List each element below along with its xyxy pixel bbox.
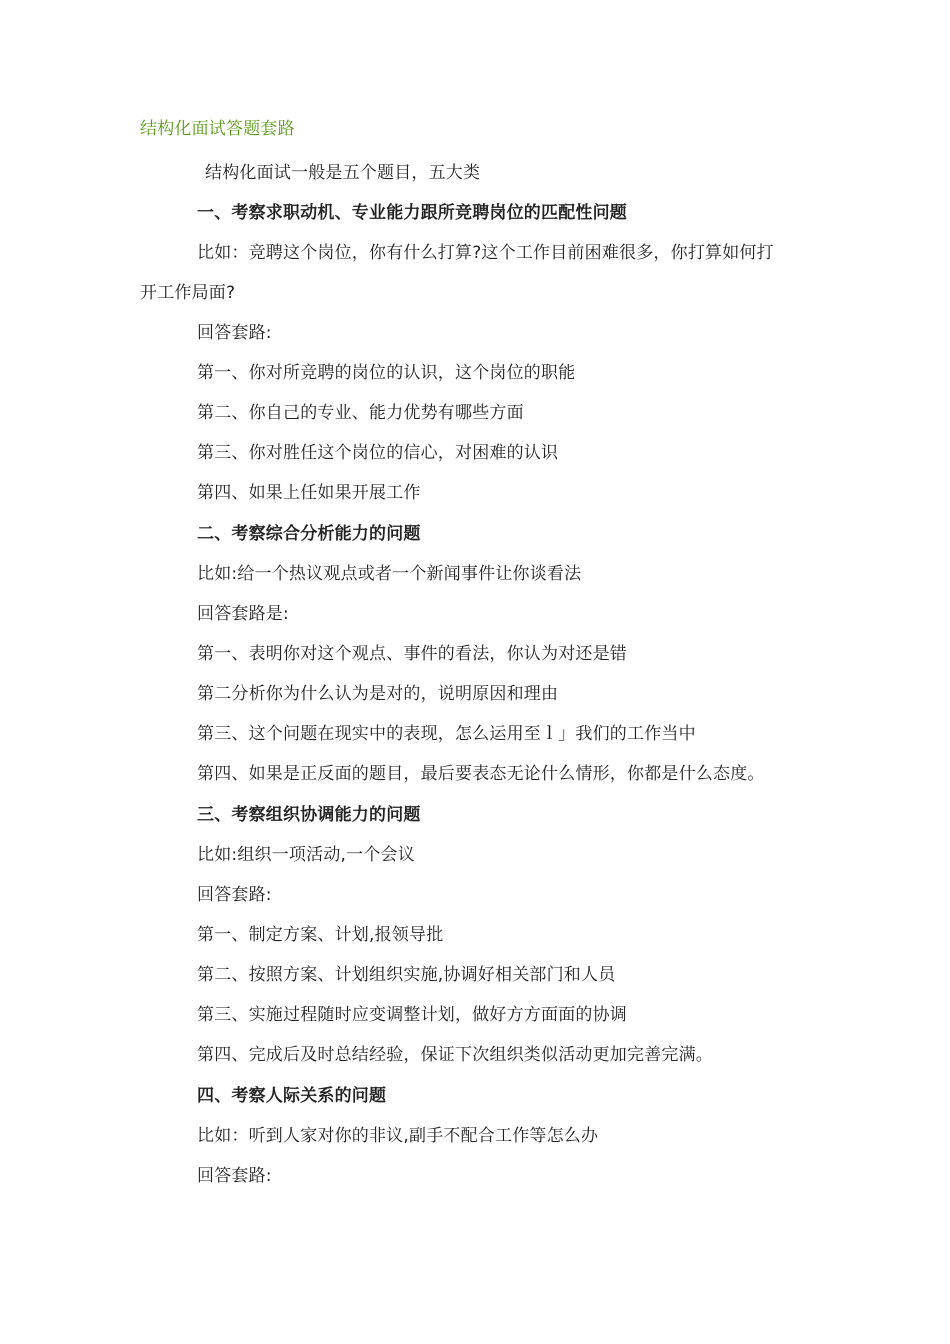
section2-point: 第二分析你为什么认为是对的，说明原因和理由 xyxy=(197,684,559,704)
section1-point: 第三、你对胜任这个岗位的信心，对困难的认识 xyxy=(197,443,559,463)
section1-heading: 一、考察求职动机、专业能力跟所竞聘岗位的匹配性问题 xyxy=(197,203,627,223)
section2-point: 第四、如果是正反面的题目，最后要表态无论什么情形，你都是什么态度。 xyxy=(197,764,765,784)
section4-example: 比如：听到人家对你的非议,副手不配合工作等怎么办 xyxy=(197,1126,599,1146)
section3-point: 第四、完成后及时总结经验，保证下次组织类似活动更加完善完满。 xyxy=(197,1045,713,1065)
section3-point: 第一、制定方案、计划,报领导批 xyxy=(197,925,444,945)
section3-point: 第二、按照方案、计划组织实施,协调好相关部门和人员 xyxy=(197,965,616,985)
section3-example: 比如:组织一项活动,一个会议 xyxy=(197,845,415,865)
section1-answer-label: 回答套路: xyxy=(197,323,272,343)
section4-heading: 四、考察人际关系的问题 xyxy=(197,1086,387,1106)
section2-answer-label: 回答套路是: xyxy=(197,604,289,624)
section2-heading: 二、考察综合分析能力的问题 xyxy=(197,524,421,544)
section3-heading: 三、考察组织协调能力的问题 xyxy=(197,805,421,825)
section2-point: 第三、这个问题在现实中的表现，怎么运用至ｌ」我们的工作当中 xyxy=(197,724,696,744)
section1-example-line2: 开工作局面? xyxy=(140,283,236,303)
section4-answer-label: 回答套路: xyxy=(197,1166,272,1186)
document-title: 结构化面试答题套路 xyxy=(140,119,295,139)
section2-point: 第一、表明你对这个观点、事件的看法，你认为对还是错 xyxy=(197,644,627,664)
section2-example: 比如:给一个热议观点或者一个新闻事件让你谈看法 xyxy=(197,564,582,584)
section1-example-line1: 比如：竞聘这个岗位，你有什么打算?这个工作目前困难很多，你打算如何打 xyxy=(197,243,774,263)
section1-point: 第四、如果上任如果开展工作 xyxy=(197,483,421,503)
section3-point: 第三、实施过程随时应变调整计划，做好方方面面的协调 xyxy=(197,1005,627,1025)
intro-text: 结构化面试一般是五个题目，五大类 xyxy=(205,163,481,183)
section3-answer-label: 回答套路: xyxy=(197,885,272,905)
section1-point: 第一、你对所竞聘的岗位的认识，这个岗位的职能 xyxy=(197,363,576,383)
section1-point: 第二、你自己的专业、能力优势有哪些方面 xyxy=(197,403,524,423)
